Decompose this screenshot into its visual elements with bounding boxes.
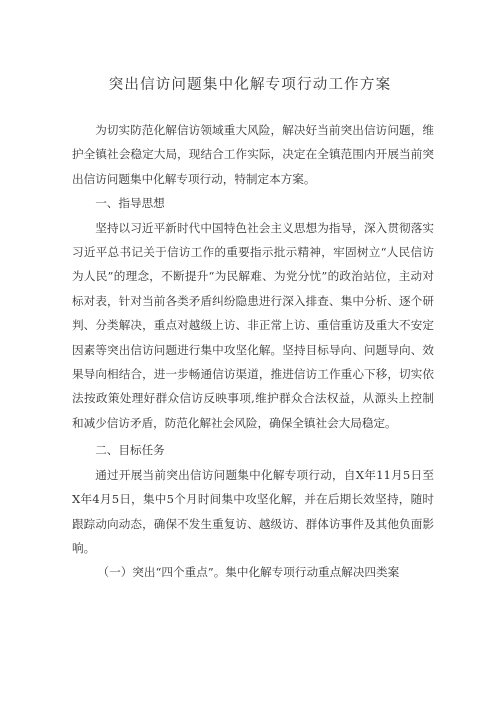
goals-tasks-paragraph: 通过开展当前突出信访问题集中化解专项行动，自X年11月5日至X年4月5日，集中5个月时间集中攻坚化解，并在后期长效坚持，随时跟踪动向动态，确保不发生重复访、越级访、群体访事件及其他负面影响。 bbox=[72, 467, 434, 555]
document-title: 突出信访问题集中化解专项行动工作方案 bbox=[108, 77, 392, 93]
document-body bbox=[72, 118, 434, 585]
section-heading-goals-tasks: 二、目标任务 bbox=[95, 443, 165, 458]
guiding-ideology-paragraph: 坚持以习近平新时代中国特色社会主义思想为指导，深入贯彻落实习近平总书记关于信访工作的重要指示批示精神，牢固树立“人民信访为人民”的理念，不断提升“为民解难、为党分忧”的政治站位，主动对标对表，针对当前各类矛盾纠纷隐患进行深入排查、集中分析、逐个研判、分类解决，重点对越级上访、非正常上访、重信重访及重大不安定因素等突出信访问题进行集中攻坚化解。坚持目标导向、问题导向、效果导向相结合，进一步畅通信访渠道，推进信访工作重心下移，切实依法按政策处理好群众信访反映事项,维护群众合法权益，从源头上控制和减少信访矛盾，防范化解社会风险，确保全镇社会大局稳定。 bbox=[72, 220, 434, 430]
section-heading-guiding-ideology: 一、指导思想 bbox=[95, 196, 165, 211]
subsection-four-priorities: （一）突出“四个重点”。集中化解专项行动重点解决四类案 bbox=[97, 565, 400, 580]
intro-paragraph: 为切实防范化解信访领域重大风险，解决好当前突出信访问题，维护全镇社会稳定大局，现结合工作实际，决定在全镇范围内开展当前突出信访问题集中化解专项行动，特制定本方案。 bbox=[72, 123, 434, 186]
